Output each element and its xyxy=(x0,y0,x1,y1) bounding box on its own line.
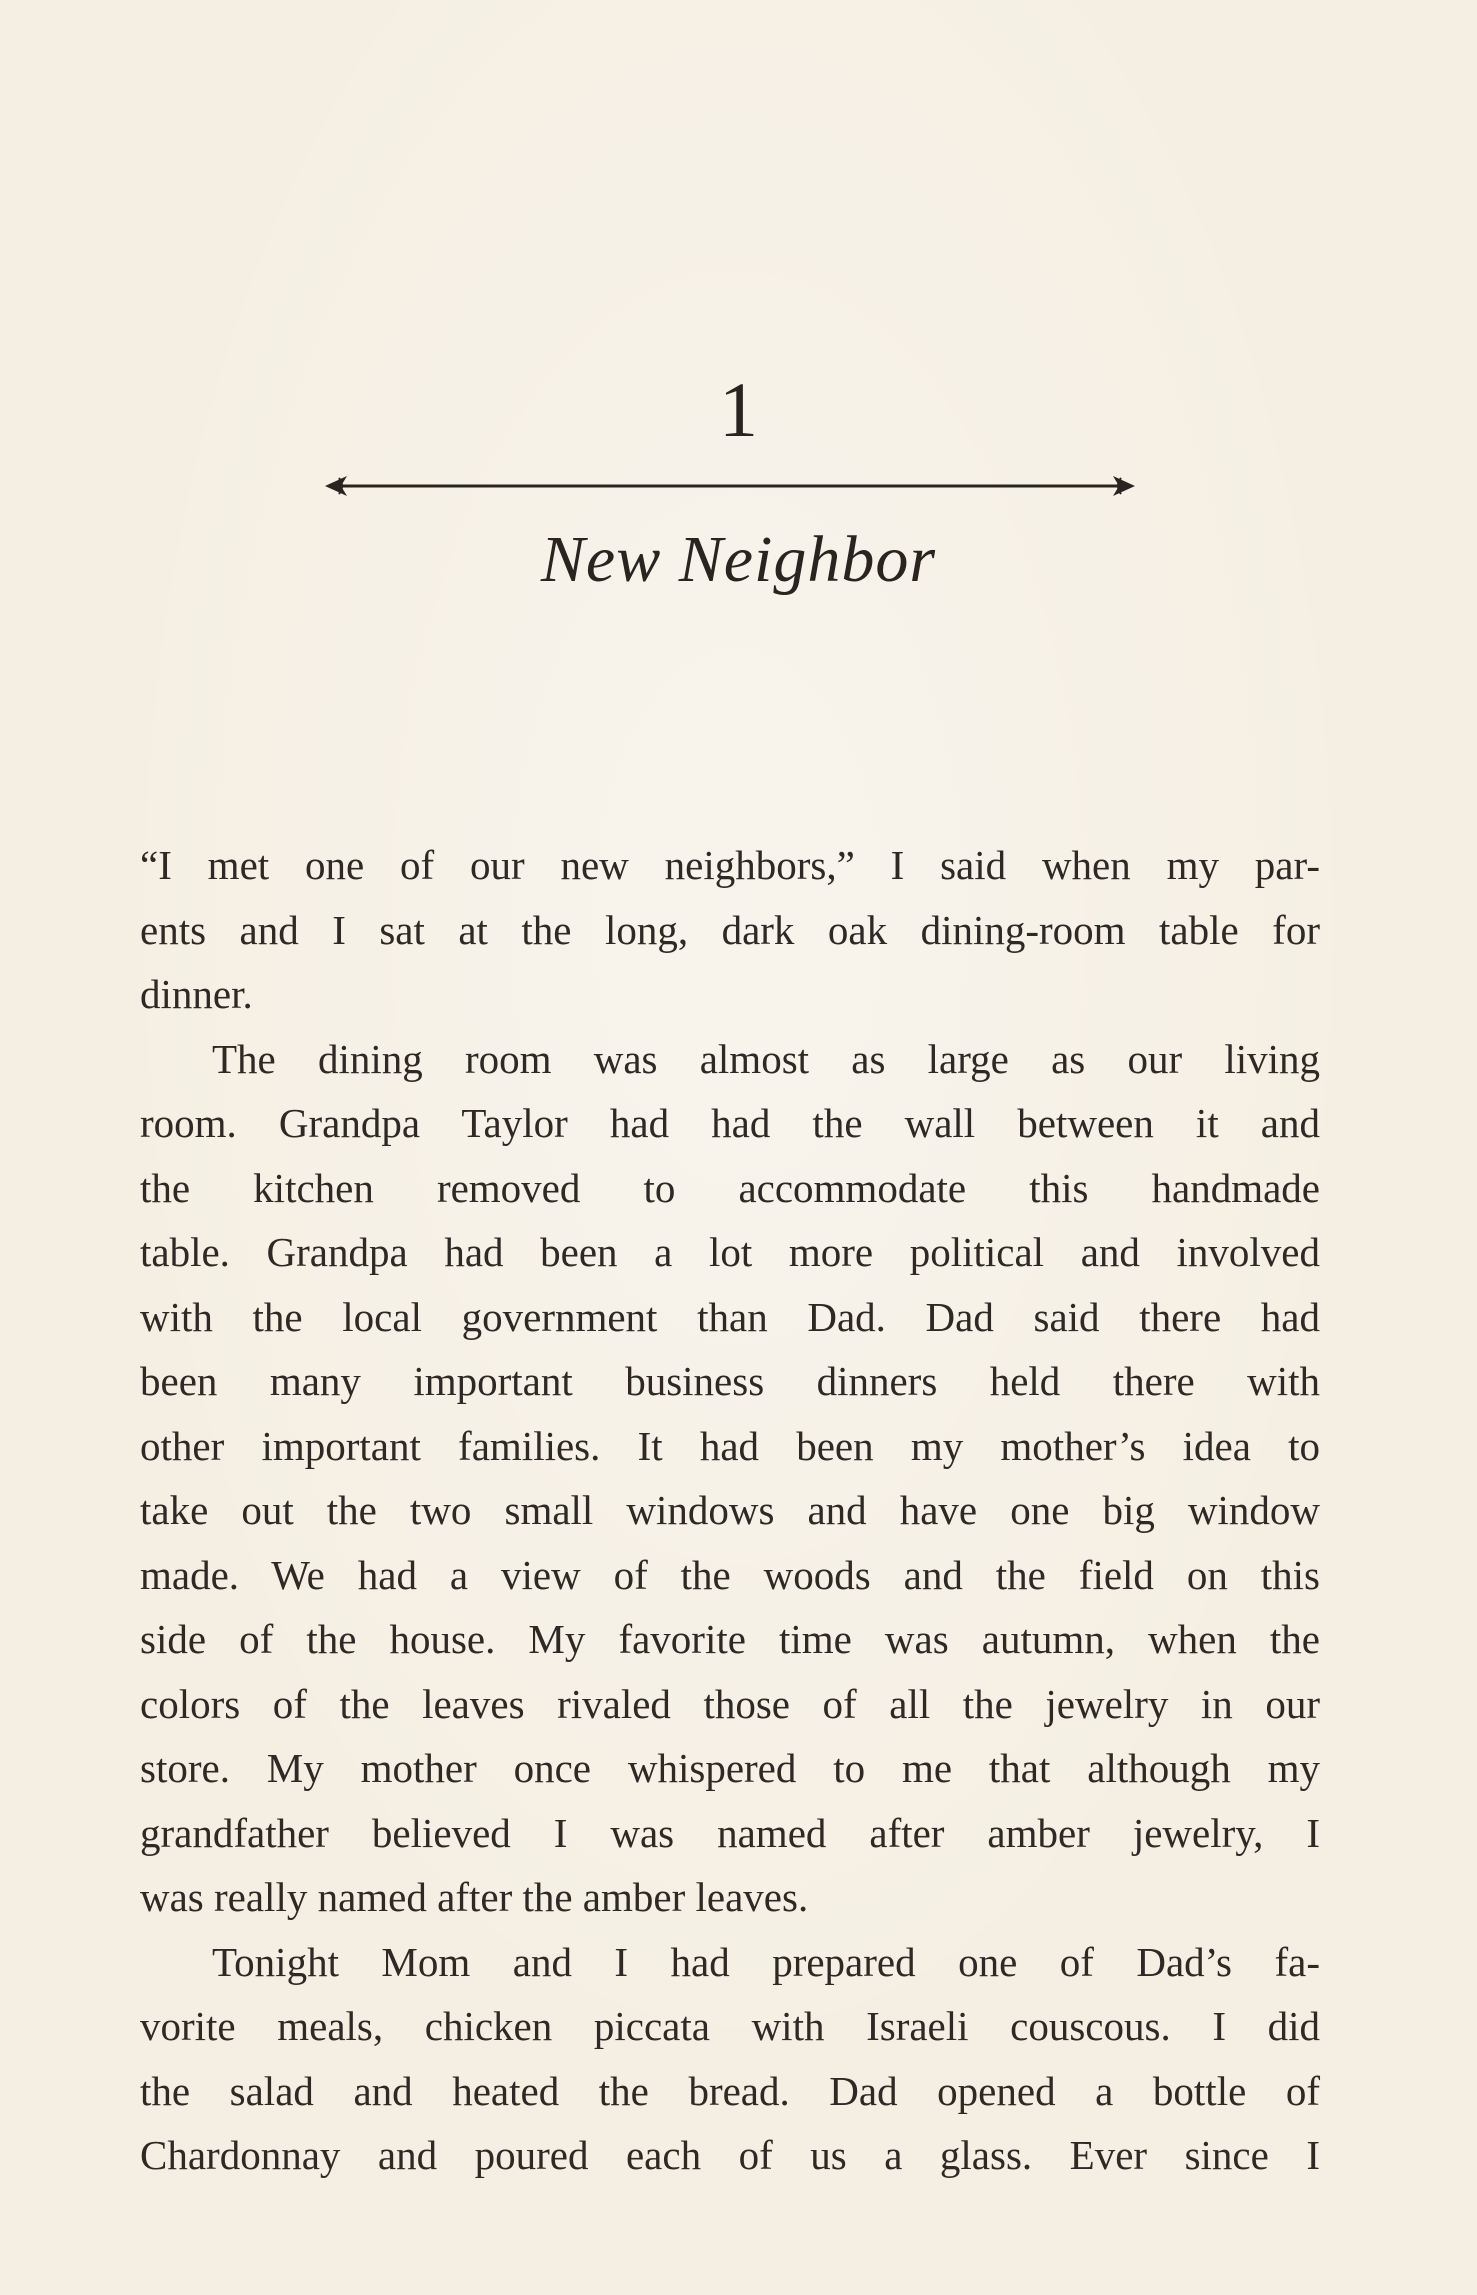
text-line: table. Grandpa had been a lot more political and involved xyxy=(140,1229,1320,1275)
text-line: was really named after the amber leaves. xyxy=(140,1874,809,1920)
text-line: other important families. It had been my mother’s idea to xyxy=(140,1422,1320,1469)
text-line: ents and I sat at the long, dark oak dining-room table for xyxy=(140,906,1320,953)
text-line: grandfather believed I was named after amber jewelry, I xyxy=(140,1809,1320,1856)
right-ornament-icon xyxy=(1105,476,1135,496)
text-line: “I met one of our new neighbors,” I said when my par- xyxy=(140,842,1320,888)
text-line: made. We had a view of the woods and the field on this xyxy=(140,1551,1320,1598)
text-line: Chardonnay and poured each of us a glass. Ever since I xyxy=(140,2132,1320,2178)
text-line: room. Grandpa Taylor had had the wall between it and xyxy=(140,1100,1320,1146)
text-line: the salad and heated the bread. Dad opened a bottle of xyxy=(140,2067,1320,2114)
chapter-ornament-rule xyxy=(325,468,1135,504)
paragraph-2 xyxy=(140,1027,1320,1930)
text-line: colors of the leaves rivaled those of all the jewelry in our xyxy=(140,1680,1320,1727)
chapter-title: New Neighbor xyxy=(540,523,937,596)
text-line: with the local government than Dad. Dad said there had xyxy=(140,1293,1320,1340)
text-line: vorite meals, chicken piccata with Israeli couscous. I did xyxy=(140,2003,1320,2049)
text-line: store. My mother once whispered to me that although my xyxy=(140,1745,1320,1791)
chapter-number: 1 xyxy=(719,366,758,453)
text-line: the kitchen removed to accommodate this handmade xyxy=(140,1164,1320,1211)
text-line: The dining room was almost as large as our living xyxy=(212,1035,1320,1082)
text-line: been many important business dinners held there with xyxy=(140,1358,1320,1404)
text-line: Tonight Mom and I had prepared one of Dad’s fa- xyxy=(212,1938,1320,1985)
paragraph-1 xyxy=(140,833,1320,1027)
text-line: side of the house. My favorite time was autumn, when the xyxy=(140,1616,1320,1662)
chapter-body xyxy=(140,833,1320,2188)
paragraph-3 xyxy=(140,1930,1320,2188)
text-line: dinner. xyxy=(140,971,253,1017)
text-line: take out the two small windows and have one big window xyxy=(140,1487,1320,1533)
